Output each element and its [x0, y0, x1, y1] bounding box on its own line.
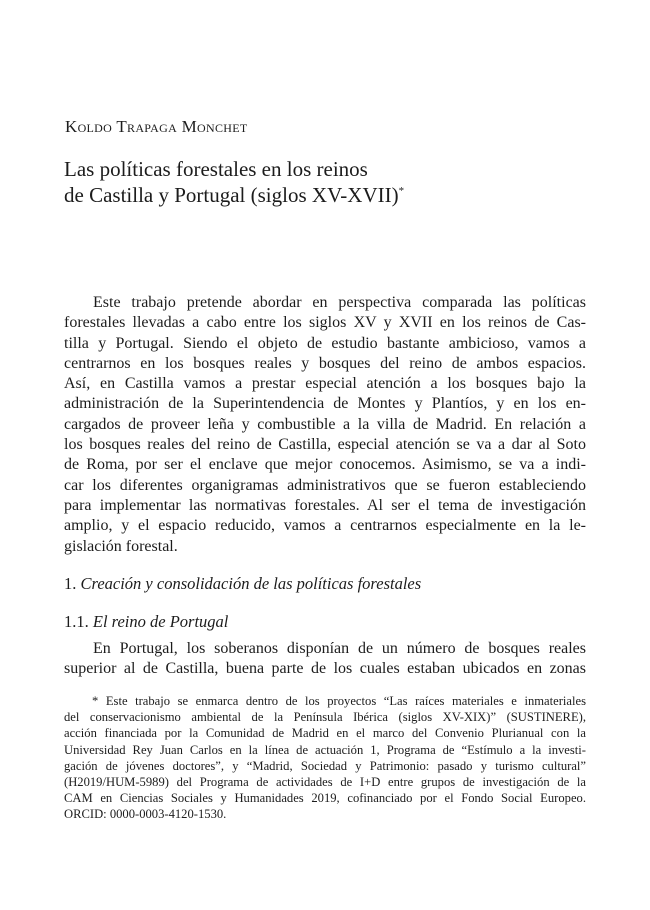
abstract-line: tilla y Portugal. Siendo el objeto de estudio bastante ambicioso, vamos a [64, 334, 586, 352]
author-name: Koldo Trapaga Monchet [65, 117, 248, 136]
footnote-line: CAM en Ciencias Sociales y Humanidades 2019, cofinanciado por el Fondo Social Europeo. [64, 791, 586, 806]
title-footnote-marker[interactable]: * [398, 185, 405, 197]
abstract-paragraph [64, 293, 586, 557]
section-heading-1 [64, 574, 421, 594]
title-line-1: Las políticas forestales en los reinos [64, 157, 368, 181]
subsection-heading-1-1 [64, 612, 228, 632]
body-paragraph [64, 639, 586, 680]
article-title [64, 156, 584, 208]
subsection-title: El reino de Portugal [92, 612, 229, 631]
footnote-line: gación de jóvenes doctores”, y “Madrid, Sociedad y Patrimonio: pasado y turismo cultural” [64, 758, 586, 773]
section-title: Creación y consolidación de las políticas forestales [80, 574, 422, 593]
body-line: En Portugal, los soberanos disponían de un número de bosques reales [93, 640, 586, 657]
abstract-line: administración de la Superintendencia de Montes y Plantíos, y en los en- [64, 395, 586, 413]
body-line: superior al de Castilla, buena parte de los cuales estaban ubicados en zonas [64, 660, 586, 678]
footnote-line: ORCID: 0000-0003-4120-1530. [64, 807, 227, 822]
abstract-line: centrarnos en los bosques reales y bosques del reino de ambos espacios. [64, 354, 586, 372]
abstract-line: Este trabajo pretende abordar en perspectiva comparada las políticas [93, 294, 586, 311]
abstract-line: car los diferentes organigramas administrativos que se fueron estableciendo [64, 476, 586, 494]
abstract-line: amplio, y el espacio reducido, vamos a centrarnos especialmente en la le- [64, 517, 586, 535]
footnote-line: del conservacionismo ambiental de la Península Ibérica (siglos XV-XIX)” (SUSTINERE), [64, 710, 586, 725]
abstract-line: de Roma, por ser el enclave que mejor conocemos. Asimismo, se va a indi- [64, 456, 586, 474]
footnote-line: (H2019/HUM-5989) del Programa de actividades de I+D entre grupos de investigación de la [64, 774, 586, 789]
title-line-2-text: de Castilla y Portugal (siglos XV-XVII) [64, 183, 399, 207]
abstract-line: Así, en Castilla vamos a prestar especial atención a los bosques bajo la [64, 375, 586, 393]
abstract-line: gislación forestal. [64, 537, 178, 555]
section-number: 1. [64, 574, 77, 593]
title-line-2 [64, 182, 584, 208]
footnote-line: * Este trabajo se enmarca dentro de los proyectos “Las raíces materiales e inmateriales [92, 694, 586, 708]
abstract-line: cargados de proveer leña y combustible a la villa de Madrid. En relación a [64, 415, 586, 433]
footnote [64, 693, 586, 823]
abstract-line: para implementar las normativas forestales. Al ser el tema de investigación [64, 496, 586, 514]
abstract-line: forestales llevadas a cabo entre los siglos XV y XVII en los reinos de Cas- [64, 314, 586, 332]
footnote-line: Universidad Rey Juan Carlos en la línea de actuación 1, Programa de “Estímulo a la investi- [64, 742, 586, 757]
abstract-line: los bosques reales del reino de Castilla, especial atención se va a dar al Soto [64, 436, 586, 454]
footnote-line: acción financiada por la Comunidad de Madrid en el marco del Convenio Plurianual con la [64, 726, 586, 741]
subsection-number: 1.1. [64, 612, 89, 631]
